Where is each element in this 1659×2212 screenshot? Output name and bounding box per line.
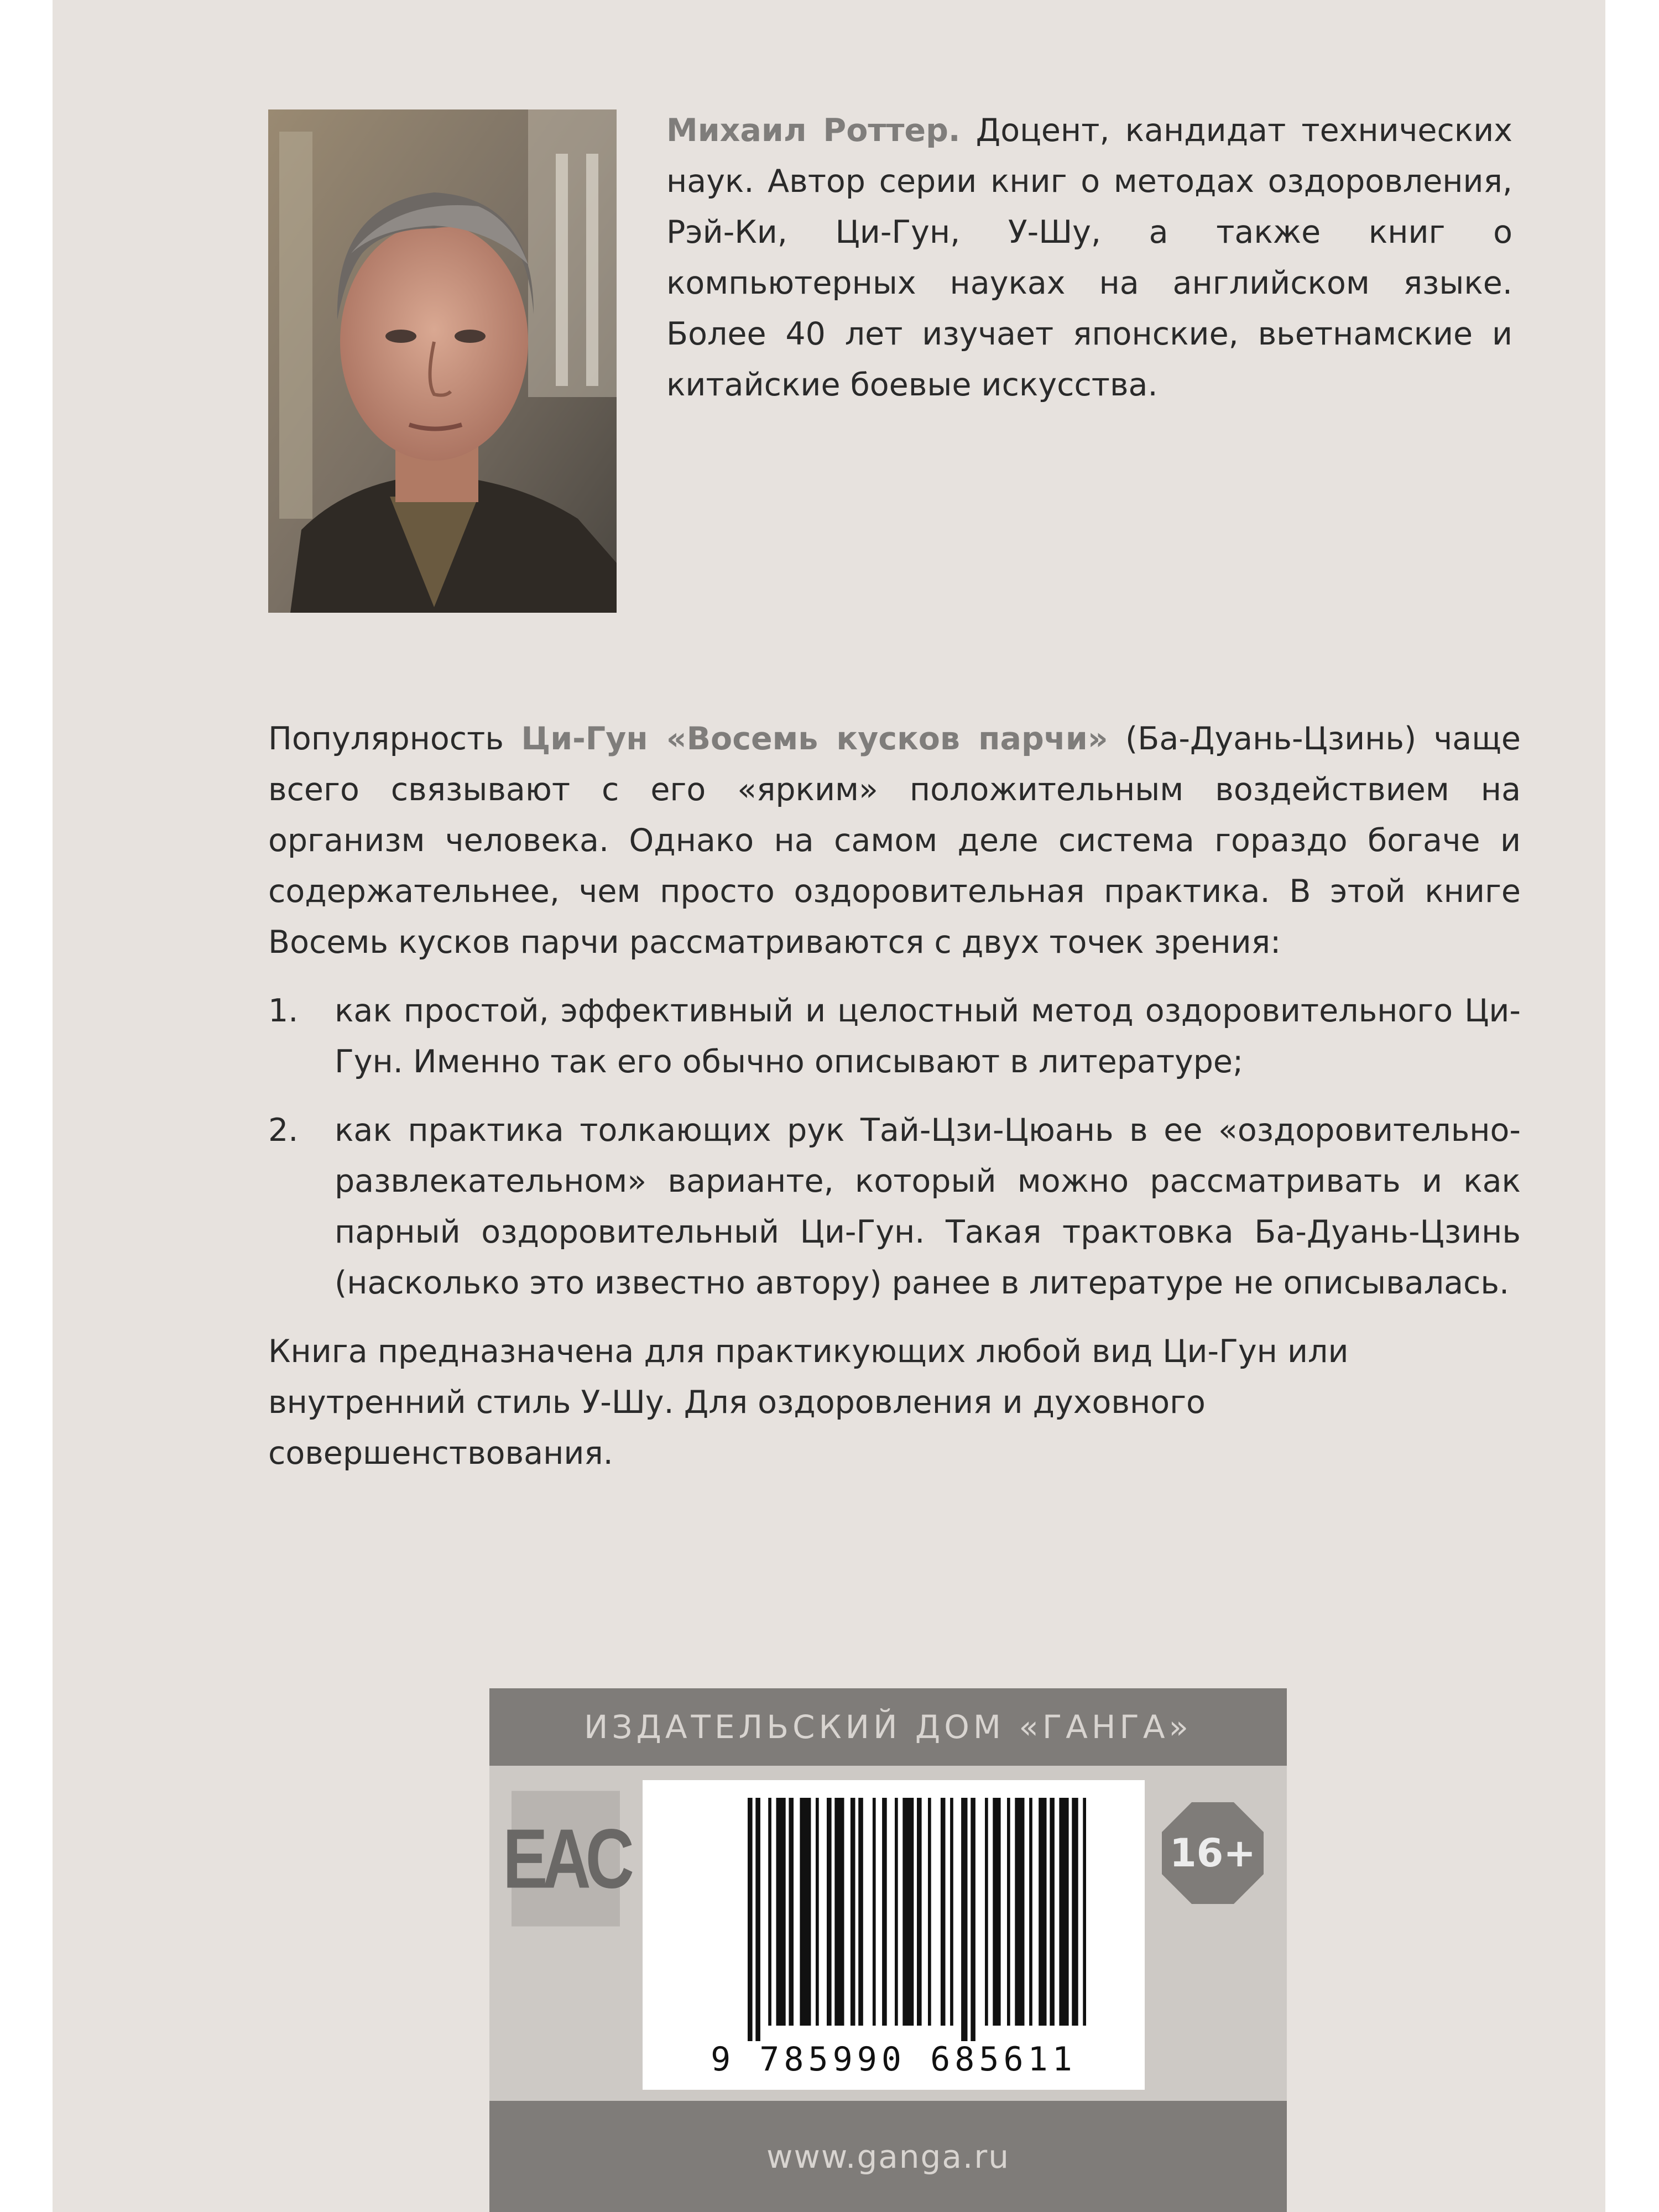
barcode-bar: [834, 1798, 844, 2026]
list-item: [268, 985, 1521, 1087]
intro-text-end: (Ба-Дуань-Цзинь) чаще всего связывают с его «ярким» положительным воздействием на организм человека. Однако на самом деле система гораздо богаче и содержательнее, чем просто оздоровительная практика. В этой книге Восемь кусков парчи рассматриваются с двух точек зрения:: [268, 721, 1521, 961]
description-outro: Книга предназначена для практикующих любой вид Ци-Гун или внутренний стиль У-Шу. Для оздоровления и духовного совершенствования.: [268, 1333, 1349, 1472]
barcode-bar: [928, 1798, 931, 2026]
barcode-bar: [851, 1798, 855, 2026]
age-rating-label: 16+: [1169, 1830, 1256, 1876]
barcode-bar: [1059, 1798, 1068, 2026]
barcode-bar: [858, 1798, 863, 2026]
barcode-bar: [1072, 1798, 1078, 2026]
barcode-bar: [902, 1798, 914, 2026]
barcode-bar: [816, 1798, 819, 2026]
barcode-bar: [985, 1798, 988, 2026]
barcode-bar: [917, 1798, 922, 2026]
list-item: [268, 1105, 1521, 1308]
book-description: [268, 713, 1521, 1479]
barcode-bar: [1083, 1798, 1086, 2026]
barcode-bar: [1050, 1798, 1055, 2026]
barcode-bar: [800, 1798, 811, 2026]
age-rating-badge: [1162, 1802, 1264, 1904]
barcode-bar: [789, 1798, 794, 2026]
author-photo: [268, 109, 617, 613]
barcode-bar: [941, 1798, 946, 2026]
barcode-bar: [1007, 1798, 1010, 2026]
barcode-bar: [950, 1798, 953, 2026]
publisher-name: ИЗДАТЕЛЬСКИЙ ДОМ «ГАНГА»: [583, 1708, 1193, 1746]
list-item-text: как простой, эффективный и целостный метод оздоровительного Ци-Гун. Именно так его обычно описывают в литературе;: [335, 993, 1521, 1080]
description-intro: [268, 713, 1521, 968]
list-item-number: 1.: [268, 993, 299, 1029]
isbn-digits: 9 785990 685611: [711, 2040, 1077, 2079]
barcode-bar: [895, 1798, 898, 2026]
author-bio-text: Доцент, кандидат технических наук. Автор серии книг о методах оздоровления, Рэй-Ки, Ци-Гун, У-Шу, а также книг о компьютерных науках на английском языке. Более 40 лет изучает японские, вьетнамские и китайские боевые искусства.: [666, 112, 1512, 403]
publisher-block: [489, 1688, 1287, 2212]
barcode-bar: [961, 1798, 967, 2041]
book-title-highlight: Ци-Гун «Восемь кусков парчи»: [521, 721, 1108, 757]
barcode-bar: [873, 1798, 876, 2026]
barcode-bar: [755, 1798, 760, 2041]
viewpoints-list: [268, 985, 1521, 1308]
barcode-bar: [993, 1798, 1000, 2026]
barcode-panel: [489, 1766, 1287, 2101]
barcode-bar: [776, 1798, 786, 2026]
author-name: Михаил Роттер.: [666, 112, 961, 149]
barcode-bar: [971, 1798, 975, 2041]
barcode-bar: [827, 1798, 832, 2026]
barcode-bar: [748, 1798, 753, 2041]
back-cover: [53, 0, 1605, 2212]
barcode-bar: [1039, 1798, 1046, 2026]
barcode-bar: [1029, 1798, 1032, 2026]
barcode: [643, 1780, 1145, 2090]
author-bio: [666, 105, 1512, 410]
list-item-number: 2.: [268, 1112, 299, 1149]
barcode-bar: [1015, 1798, 1024, 2026]
eac-mark-icon: EAC: [512, 1791, 620, 1927]
list-item-text: как практика толкающих рук Тай-Цзи-Цюань в ее «оздоровительно-развлекательном» варианте, который можно рассматривать и как парный оздоровительный Ци-Гун. Такая трактовка Ба-Дуань-Цзинь (насколько это известно автору) ранее в литературе не описывалась.: [335, 1112, 1521, 1301]
barcode-bar: [882, 1798, 887, 2026]
intro-text-start: Популярность: [268, 721, 521, 757]
barcode-bar: [768, 1798, 771, 2026]
website-url: www.ganga.ru: [766, 2137, 1010, 2176]
